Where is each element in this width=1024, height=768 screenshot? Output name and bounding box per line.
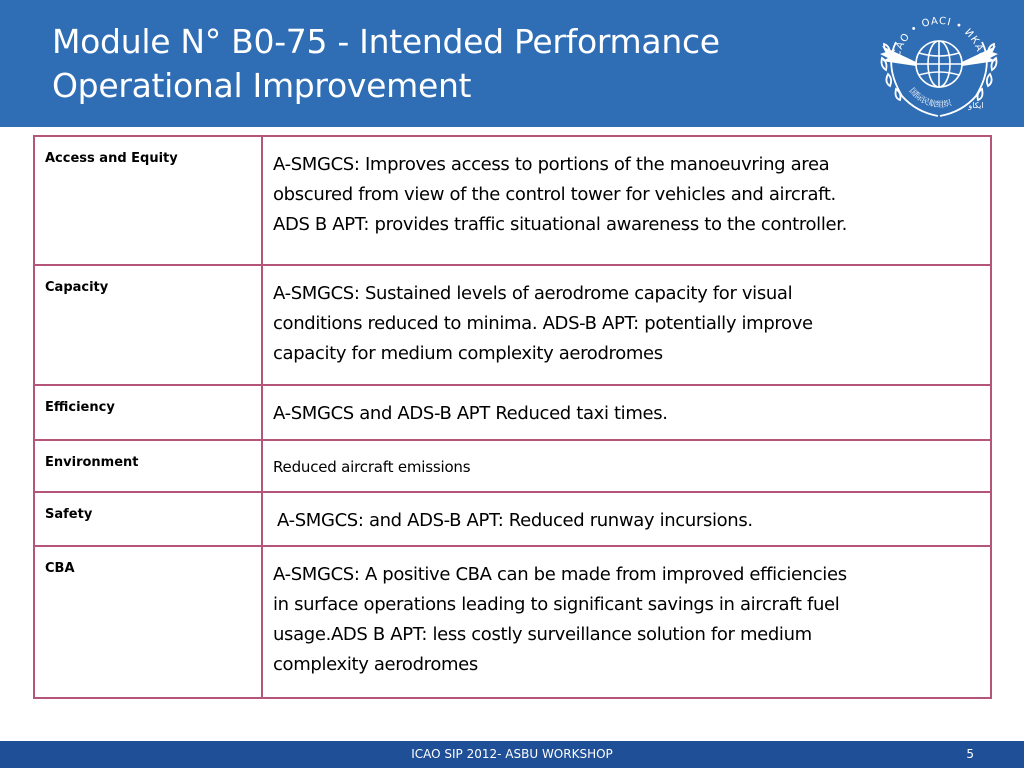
- description-line: conditions reduced to minima. ADS-B APT: potentially improve: [273, 313, 813, 334]
- description-line: obscured from view of the control tower for vehicles and aircraft.: [273, 184, 836, 205]
- row-description-cell: [262, 265, 991, 385]
- footer-bar: [0, 741, 1024, 768]
- row-description: [263, 493, 990, 536]
- row-description-cell: [262, 440, 991, 492]
- row-label-cell: [34, 265, 262, 385]
- slide-title-line-2: Operational Improvement: [52, 66, 472, 105]
- svg-text:ايكاو: ايكاو: [968, 101, 984, 110]
- description-line: usage.ADS B APT: less costly surveillance solution for medium: [273, 624, 812, 645]
- row-description: [263, 137, 990, 240]
- row-description: [263, 386, 990, 429]
- row-description-cell: [262, 492, 991, 546]
- description-line: Reduced aircraft emissions: [273, 458, 471, 476]
- row-label: CBA: [45, 561, 75, 576]
- description-line: complexity aerodromes: [273, 654, 478, 675]
- row-label: Capacity: [45, 280, 109, 295]
- row-label-cell: [34, 440, 262, 492]
- row-description-cell: [262, 136, 991, 265]
- row-label-cell: [34, 546, 262, 698]
- svg-text:ICAO • OACI • ИКАО: ICAO • OACI • ИКАО: [891, 15, 988, 63]
- row-label: Access and Equity: [45, 151, 178, 166]
- row-label: Efficiency: [45, 400, 115, 415]
- slide-title: [52, 20, 842, 108]
- row-label: Environment: [45, 455, 139, 470]
- row-label-cell: [34, 385, 262, 440]
- description-line: A-SMGCS: Sustained levels of aerodrome capacity for visual: [273, 283, 793, 304]
- table-row: [34, 136, 991, 265]
- footer-text: ICAO SIP 2012- ASBU WORKSHOP: [411, 747, 613, 761]
- description-line: in surface operations leading to significant savings in aircraft fuel: [273, 594, 840, 615]
- slide-title-line-1: Module N° B0-75 - Intended Performance: [52, 22, 720, 61]
- table-row: [34, 265, 991, 385]
- svg-text:国际民航组织: 国际民航组织: [907, 86, 953, 109]
- row-description: [263, 547, 990, 680]
- performance-table: [33, 135, 992, 699]
- icao-emblem-logo: [876, 4, 1002, 122]
- row-label-cell: [34, 492, 262, 546]
- row-label: Safety: [45, 507, 93, 522]
- description-line: ADS B APT: provides traffic situational awareness to the controller.: [273, 214, 847, 235]
- description-line: A-SMGCS: A positive CBA can be made from improved efficiencies: [273, 564, 847, 585]
- description-line: A-SMGCS and ADS-B APT Reduced taxi times.: [273, 403, 668, 424]
- title-bar: [0, 0, 1024, 127]
- table-row: [34, 546, 991, 698]
- table-row: [34, 385, 991, 440]
- row-description-cell: [262, 385, 991, 440]
- description-line: A-SMGCS: and ADS-B APT: Reduced runway incursions.: [277, 510, 753, 531]
- description-line: capacity for medium complexity aerodromes: [273, 343, 663, 364]
- page-number: 5: [966, 747, 974, 761]
- table-row: [34, 440, 991, 492]
- table-row: [34, 492, 991, 546]
- row-description-cell: [262, 546, 991, 698]
- description-line: A-SMGCS: Improves access to portions of the manoeuvring area: [273, 154, 830, 175]
- row-description: [263, 266, 990, 369]
- row-label-cell: [34, 136, 262, 265]
- row-description: [263, 441, 990, 482]
